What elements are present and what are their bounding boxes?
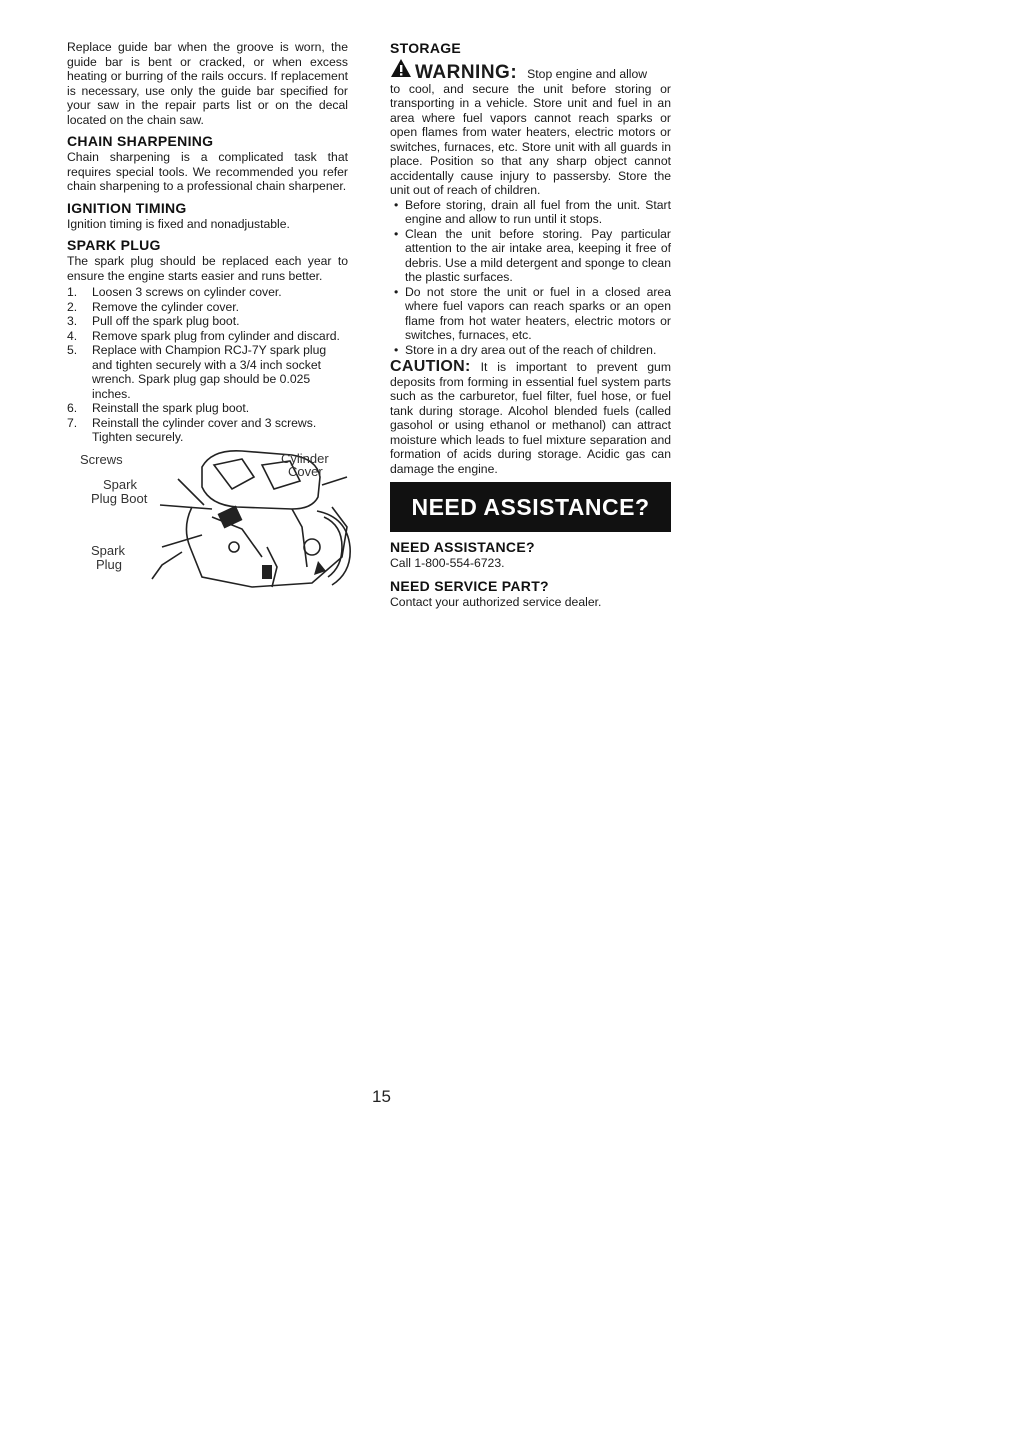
bullet-item: • Do not store the unit or fuel in a closed area where fuel vapors can reach sparks or an open flame from hot water heaters, electric motors or switches, furnaces, etc. xyxy=(394,284,671,342)
step-item: 3. Pull off the spark plug boot. xyxy=(67,314,240,328)
need-assistance-heading: NEED ASSISTANCE? xyxy=(390,539,535,555)
screws-label: Screws xyxy=(80,451,123,467)
bullet-item: • Clean the unit before storing. Pay particular attention to the air intake area, keeping it free of debris. Use a mild detergent and sponge to clean the plastic surfaces. xyxy=(394,226,671,284)
warning-line xyxy=(390,58,671,82)
cylinder-label: Cylinder xyxy=(281,450,329,466)
storage-heading: STORAGE xyxy=(390,40,462,56)
spark-plug-boot-label-line2: Plug Boot xyxy=(91,490,148,506)
caution-paragraph xyxy=(390,360,671,476)
step-item: 4. Remove spark plug from cylinder and discard. xyxy=(67,328,340,343)
spark-plug-boot-label-line1: Spark xyxy=(103,476,137,492)
warning-text: to cool, and secure the unit before storing or transporting in a vehicle. Store unit and fuel in an area where fuel vapors cannot reach sparks or open flames from water heaters, electric motors or switches, furnaces, etc. Store unit with all guards in place. Position so that any sharp object cannot accidentally cause injury to passersby. Store the unit out of reach of children. xyxy=(390,81,671,197)
cover-label: Cover xyxy=(288,463,323,479)
chain-sharpening-heading: CHAIN SHARPENING xyxy=(67,133,214,149)
ignition-timing-text: Ignition timing is fixed and nonadjustable. xyxy=(67,216,290,231)
service-dealer-text: Contact your authorized service dealer. xyxy=(390,594,602,609)
spark-plug-heading: SPARK PLUG xyxy=(67,237,161,253)
need-assistance-banner: NEED ASSISTANCE? xyxy=(390,482,671,532)
warning-triangle-icon xyxy=(390,58,412,78)
bullet-item: • Before storing, drain all fuel from the unit. Start engine and allow to run until it stops. xyxy=(394,197,671,226)
left-column xyxy=(67,40,348,592)
caution-label: CAUTION: xyxy=(390,358,471,375)
assistance-phone: Call 1-800-554-6723. xyxy=(390,556,505,570)
right-column xyxy=(390,40,671,609)
spark-plug-label-line1: Spark xyxy=(91,542,125,558)
spark-plug-label-line2: Plug xyxy=(96,556,123,572)
guide-bar-intro: Replace guide bar when the groove is worn, the guide bar is bent or cracked, or when excess heating or burring of the rails occurs. If replacement is necessary, use only the guide bar specified for your saw in the repair parts list or on the decal located on the chain saw. xyxy=(67,40,348,127)
caution-text: It is important to prevent gum deposits from forming in essential fuel system parts such as the carburetor, fuel filter, fuel hose, or fuel tank during storage. Alcohol blended fuels (called gasohol or using ethanol or methanol) can attract moisture which leads to fuel mixture separation and formation of acids during storage. Acidic gas can damage the engine. xyxy=(390,360,671,476)
step-item: 7. Reinstall the cylinder cover and 3 screws. Tighten securely. xyxy=(67,415,317,444)
bullet-item: • Store in a dry area out of the reach of children. xyxy=(394,342,657,357)
ignition-timing-heading: IGNITION TIMING xyxy=(67,199,187,216)
warning-label: WARNING: xyxy=(415,62,518,83)
warning-lead-text: Stop engine and allow xyxy=(527,67,648,81)
spark-plug-text: The spark plug should be replaced each year to ensure the engine starts easier and runs better. xyxy=(67,254,348,283)
storage-bullets xyxy=(390,198,671,358)
need-service-part-heading: NEED SERVICE PART? xyxy=(390,577,549,594)
spark-plug-steps xyxy=(67,285,348,445)
page-number: 15 xyxy=(372,1087,391,1106)
step-item: 1. Loosen 3 screws on cylinder cover. xyxy=(67,285,282,299)
step-item: 5. Replace with Champion RCJ-7Y spark plug and tighten securely with a 3/4 inch socket wrench. Spark plug gap should be 0.025 inches. xyxy=(67,343,327,401)
step-item: 6. Reinstall the spark plug boot. xyxy=(67,401,250,415)
spark-plug-figure xyxy=(67,447,348,592)
chain-sharpening-text: Chain sharpening is a complicated task that requires special tools. We recommended you refer chain sharpening to a professional chain sharpener. xyxy=(67,150,348,193)
assistance-section xyxy=(390,539,671,609)
step-item: 2. Remove the cylinder cover. xyxy=(67,299,239,314)
